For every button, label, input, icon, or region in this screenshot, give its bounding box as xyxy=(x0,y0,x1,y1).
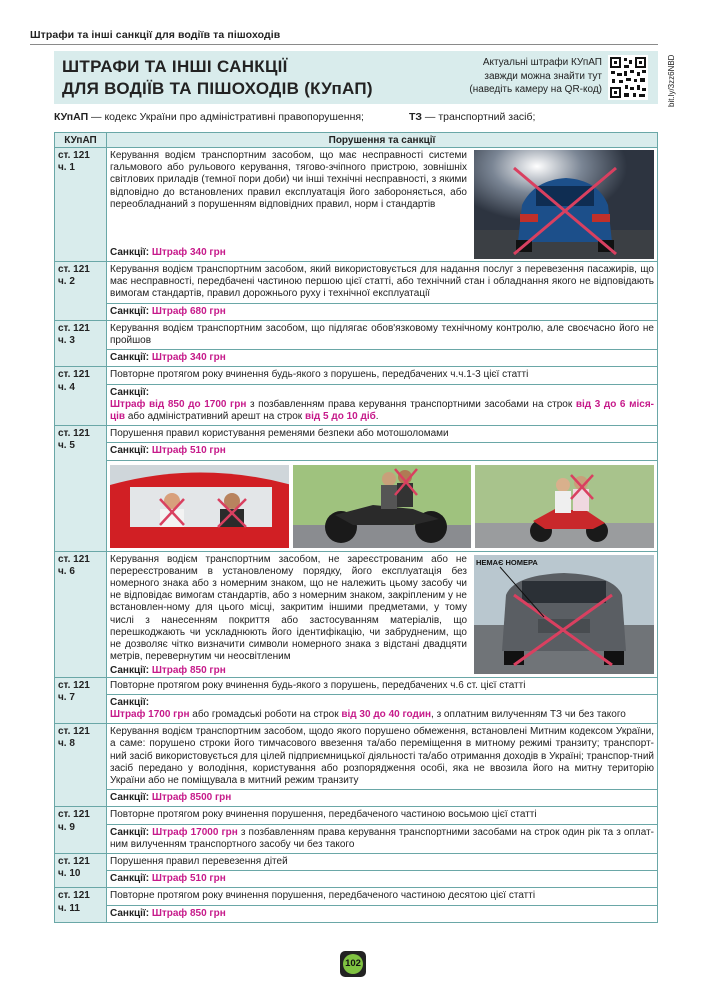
svg-text:bit.ly/3zz6NBD: bit.ly/3zz6NBD xyxy=(667,55,676,107)
short-link[interactable] xyxy=(665,55,677,107)
page-title: ШТРАФИ ТА ІНШІ САНКЦІЇ ДЛЯ ВОДІЇВ ТА ПІШОХОДІВ (КУпАП) xyxy=(62,57,373,98)
motorcycle-photo xyxy=(293,465,472,548)
table-header-row xyxy=(55,133,658,148)
running-title: Штрафи та інші санкції для водіїв та пішоходів xyxy=(30,29,281,41)
violation-text: Повторне протягом року вчинення порушення, передбаченого частиною восьмою цієї статті xyxy=(110,809,537,821)
violation-text: Керування водієм транспортним засобом, щодо якого порушено обмеження, встановлені Митним кодексом України, а саме: порушено строки його тимчасового ввезення та/або переміщення в митному режимі транзиту; транспорт-ний засіб використовується для цілей підприємницької діяльності та/або отримання доходів в Україні; транспор-тний засіб передано у володіння, користування або розпорядження особі, яка не ввозила його на митну територію України або не поміщувала в митний режим транзиту xyxy=(110,726,654,787)
sanctions: Санкції: Штраф 510 грн xyxy=(107,442,657,459)
legend-definition: — транспортний засіб; xyxy=(422,111,536,123)
article-cell: ст. 121 ч. 9 xyxy=(55,807,107,854)
violation-text: Повторне протягом року вчинення порушення, передбаченого частиною десятою цієї статті xyxy=(110,890,536,902)
article-cell: ст. 121 ч. 10 xyxy=(55,854,107,888)
table-row xyxy=(55,724,658,807)
legend-term: КУпАП xyxy=(54,111,89,123)
sanctions: Санкції: Штраф від 850 до 1700 грн з позбавленням права керування транспортними засобами на строк від 3 до 6 міся-ців або адміністративний арешт на строк від 5 до 10 діб. xyxy=(107,384,657,426)
sanctions: Санкції: Штраф 17000 грн з позбавленням права керування транспортними засобами на строк один рік та з оплат-ним вилученням транспортного засобу чи без такого xyxy=(107,824,657,853)
sanctions: Санкції: Штраф 680 грн xyxy=(107,303,657,320)
qr-note: Актуальні штрафи КУпАП завжди можна знайти тут (наведіть камеру на QR-код) xyxy=(469,57,602,95)
sanctions: Санкції: Штраф 850 грн xyxy=(110,665,226,677)
car-at-night-photo xyxy=(474,150,654,259)
car-no-plate-photo xyxy=(474,555,654,674)
article-cell: ст. 121 ч. 5 xyxy=(55,426,107,551)
sanctions: Санкції: Штраф 8500 грн xyxy=(107,789,657,806)
table-row xyxy=(55,320,658,367)
sanctions: Санкції: Штраф 510 грн xyxy=(107,870,657,887)
article-cell: ст. 121 ч. 3 xyxy=(55,320,107,367)
violation-text: Керування водієм транспортним засобом, що має несправності системи гальмового або рульового керування, тягово-зчіпного пристрою, зовнішніх світлових приладів (темної пори доби) чи інші технічні несправності, з якими відповідно до встановлених правил експлуатація його забороняється, або переобладнаний з порушенням відповідних правил, норм і стандартів xyxy=(110,150,467,210)
no-plate-label: НЕМАЄ НОМЕРА xyxy=(476,557,538,567)
scooter-photo xyxy=(475,465,654,548)
violation-text: Керування водієм транспортним засобом, який використовується для надання послуг з перевезення пасажирів, що має несправності, передбачені частиною першою цієї статті, або технічний стан і обладнання якого не відповідають вимогам стандартів, правил дорожнього руху і технічної експлуатації xyxy=(110,264,654,300)
article-cell: ст. 121 ч. 6 xyxy=(55,551,107,677)
article-cell: ст. 121 ч. 8 xyxy=(55,724,107,807)
table-row xyxy=(55,367,658,426)
violation-text: Порушення правил користування ременями безпеки або мотошоломами xyxy=(110,428,449,440)
violation-text: Керування водієм транспортним засобом, що підлягає обов'язковому технічному контролю, але своєчасно його не пройшов xyxy=(110,322,654,347)
sanctions: Санкції: Штраф 340 грн xyxy=(107,349,657,366)
violation-text: Порушення правил перевезення дітей xyxy=(110,856,288,868)
fines-table xyxy=(54,132,658,923)
sanctions: Санкції: Штраф 1700 грн або громадські роботи на строк від 30 до 40 годин, з оплатним вилученням ТЗ чи без такого xyxy=(107,694,657,723)
title-banner xyxy=(54,51,658,104)
column-header: Порушення та санкції xyxy=(107,133,658,148)
violation-text: Керування водієм транспортним засобом, не зареєстрованим або не перереєстрованим в установленому порядку, його експлуатація без номерного знака або з номерним знаком, що не належить цьому засобу чи не відповідає вимогам стандартів, або з номерним знаком, закріпленим у не встановлен-ному для цього місці, закритим іншими предметами, у тому числі з нанесенням покриття або застосуванням матеріалів, що перешкоджають чи ускладнюють його ідентифікацію, чи забрудненим, що не дозволяє чітко визначити символи номерного знака з відстані двадцяти метрів, перевернутим чи неосвітленим xyxy=(110,553,467,663)
article-cell: ст. 121 ч. 11 xyxy=(55,888,107,922)
article-cell: ст. 121 ч. 4 xyxy=(55,367,107,426)
violation-text: Повторне протягом року вчинення будь-якого з порушень, передбачених ч.ч.1-3 цієї статті xyxy=(110,369,529,381)
table-row xyxy=(55,807,658,854)
table-row xyxy=(55,551,658,677)
page-number: 102 xyxy=(343,954,363,974)
article-cell: ст. 121 ч. 7 xyxy=(55,677,107,724)
column-header: КУпАП xyxy=(55,133,107,148)
article-cell: ст. 121 ч. 2 xyxy=(55,262,107,321)
legend-definition: — кодекс України про адміністративні правопорушення; xyxy=(88,111,364,123)
table-row xyxy=(55,888,658,922)
legend-term: ТЗ xyxy=(409,111,422,123)
sanctions: Санкції: Штраф 850 грн xyxy=(107,905,657,922)
violation-text: Повторне протягом року вчинення будь-якого з порушень, передбачених ч.6 ст. цієї статті xyxy=(110,679,526,691)
header-divider xyxy=(30,44,658,45)
seatbelt-photos xyxy=(107,460,657,551)
article-cell: ст. 121 ч. 1 xyxy=(55,148,107,262)
table-row xyxy=(55,677,658,724)
car-passengers-photo xyxy=(110,465,289,548)
table-row xyxy=(55,262,658,321)
qr-code-icon[interactable] xyxy=(608,55,648,100)
table-row xyxy=(55,426,658,551)
table-row xyxy=(55,148,658,262)
table-row xyxy=(55,854,658,888)
page-number-badge xyxy=(340,951,366,977)
sanctions: Санкції: Штраф 340 грн xyxy=(110,246,226,258)
